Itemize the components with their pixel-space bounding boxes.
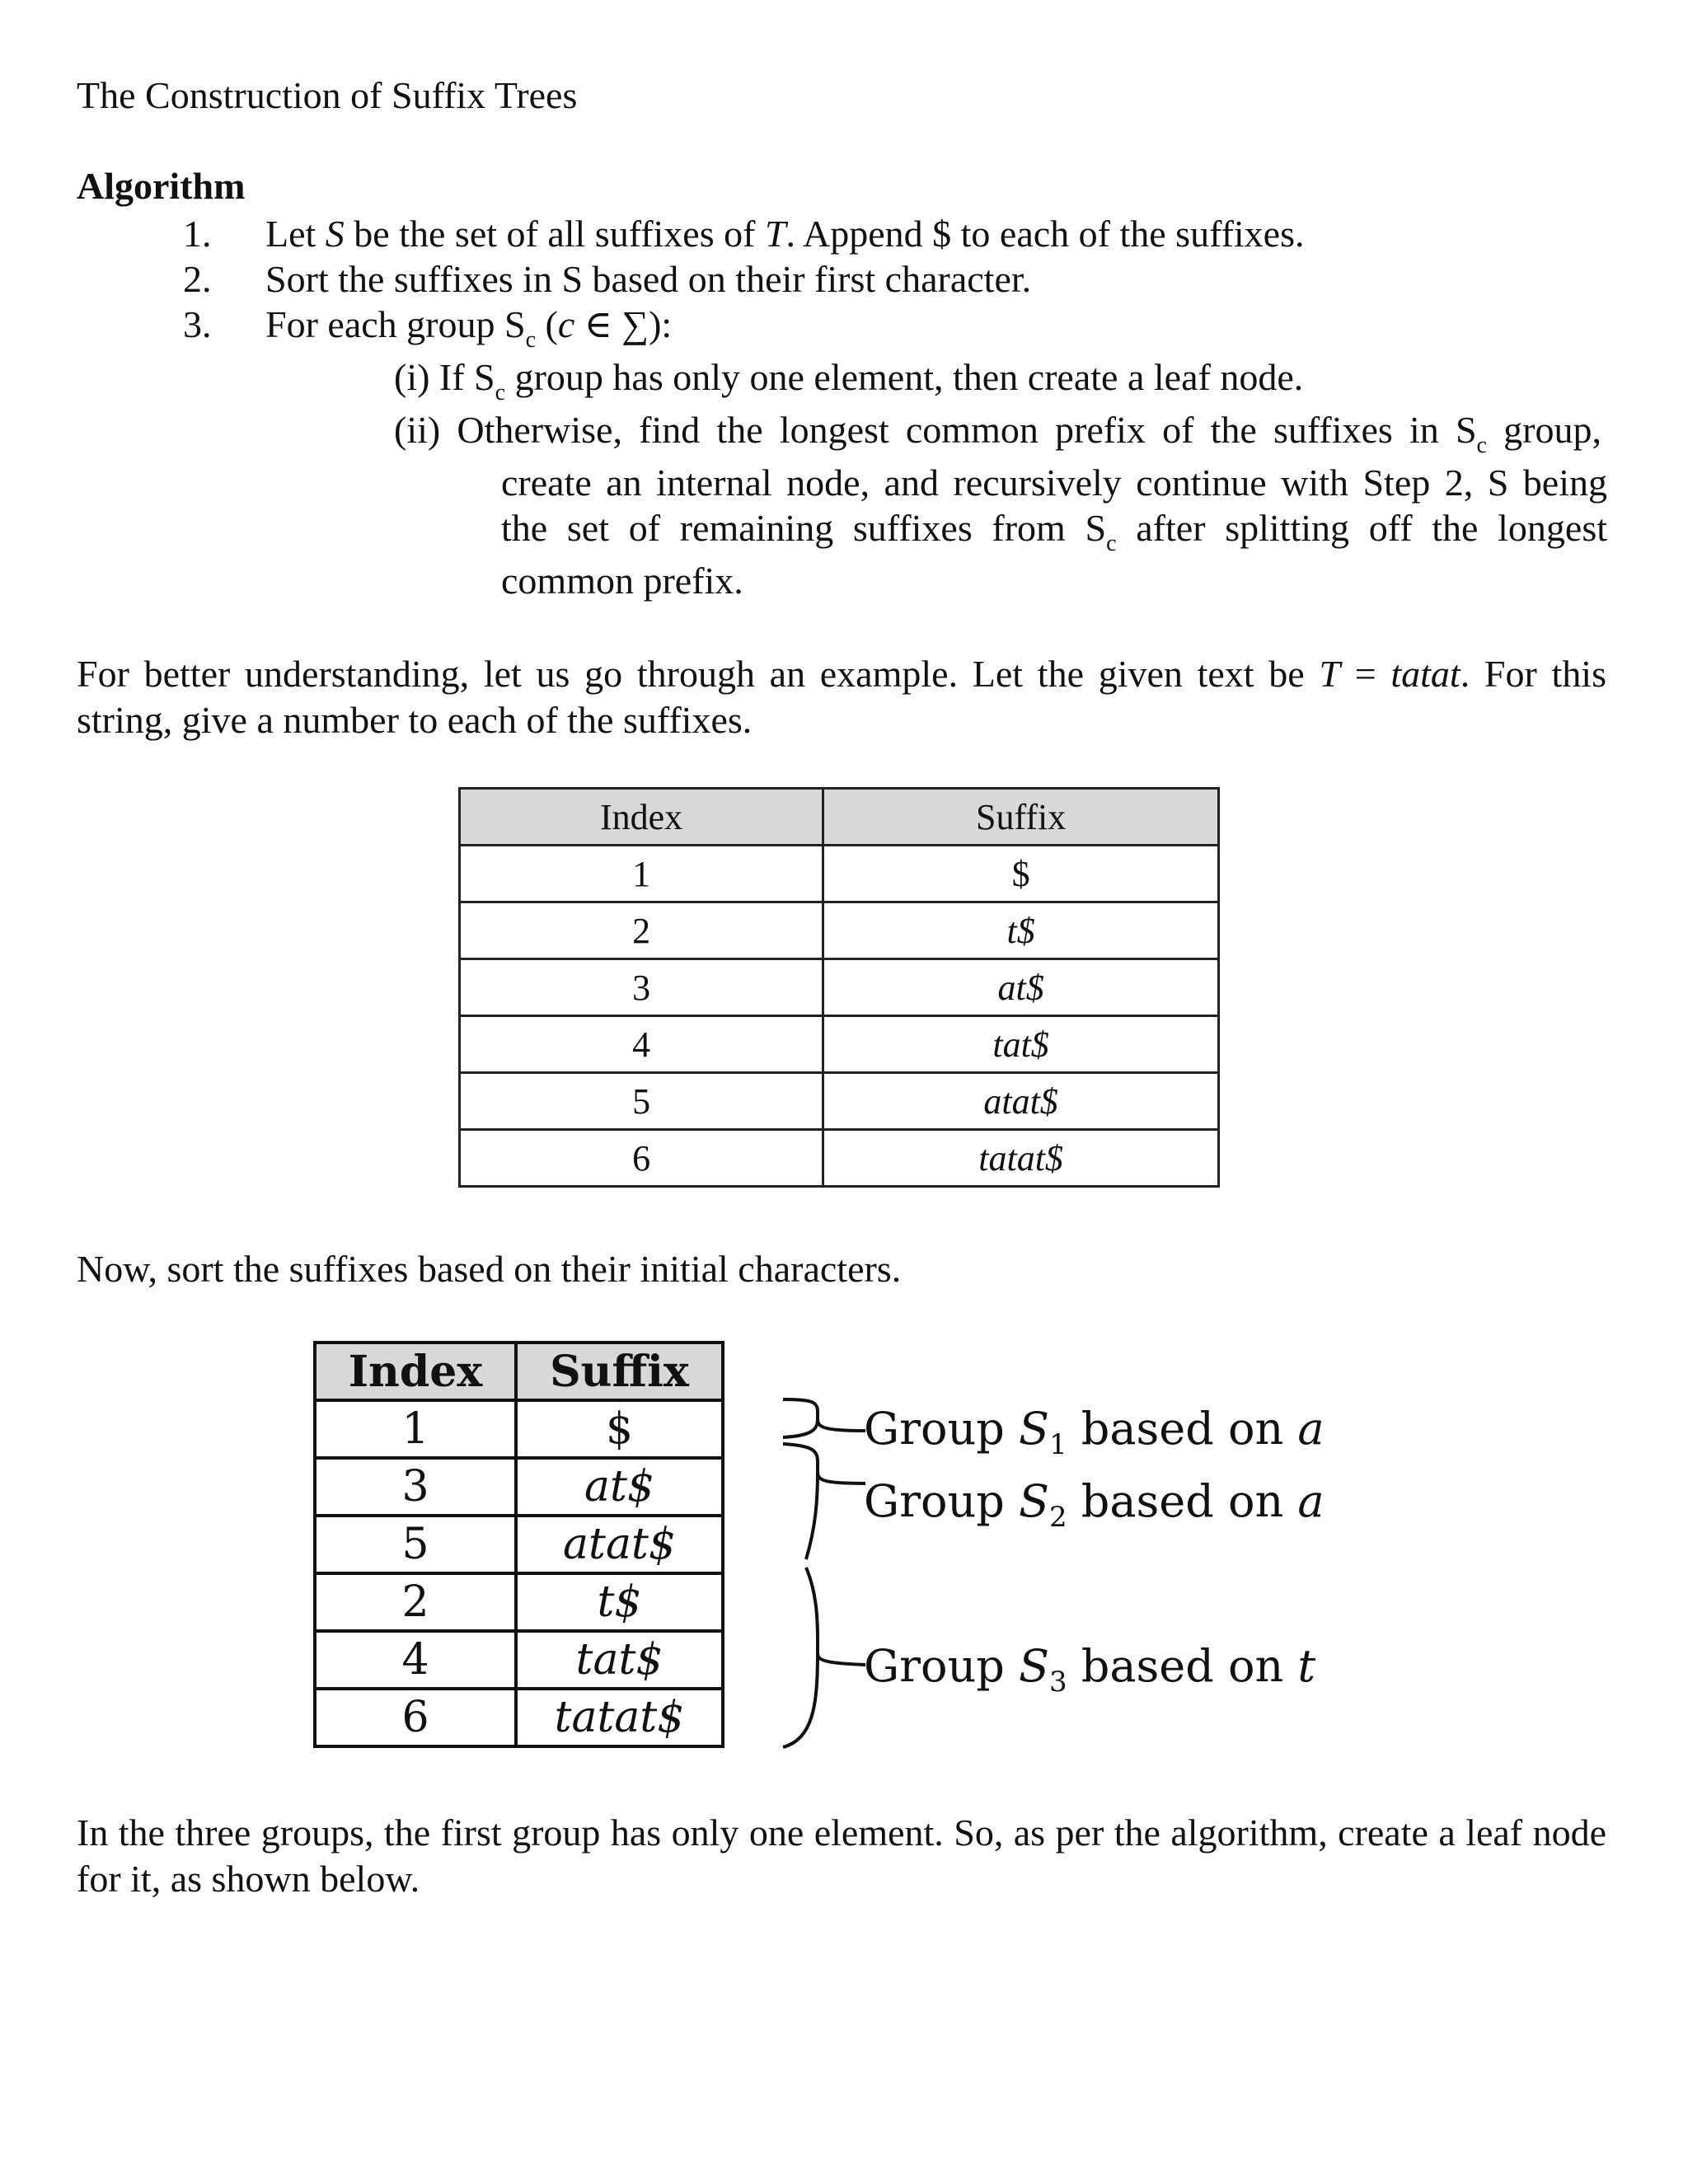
table-header-row bbox=[460, 789, 1219, 846]
index-cell: 5 bbox=[315, 1516, 516, 1573]
suffix-table bbox=[458, 787, 1220, 1188]
index-header: Index bbox=[460, 789, 823, 846]
substep-ii-line-3: the set of remaining suffixes from $S_c$ after splitting off the longest bbox=[501, 507, 1607, 556]
group-1-brace bbox=[783, 1399, 865, 1437]
substep-i: (i) If $S_c$ group has only one element, then create a leaf node. bbox=[394, 356, 1304, 405]
table-row bbox=[460, 1130, 1219, 1187]
index-cell: 4 bbox=[460, 1016, 823, 1073]
index-cell: 3 bbox=[460, 959, 823, 1016]
substep-ii-line-2: create an internal node, and recursively continue with Step 2, S being bbox=[501, 462, 1607, 504]
suffix-header: Suffix bbox=[823, 789, 1219, 846]
step-2-text: Sort the suffixes in S based on their first character. bbox=[265, 258, 1032, 300]
index-cell: 5 bbox=[460, 1073, 823, 1130]
table-row bbox=[460, 1073, 1219, 1130]
index-header: Index bbox=[315, 1343, 516, 1400]
step-3-number: 3. bbox=[183, 303, 212, 345]
substep-ii-line-1: (ii) Otherwise, find the longest common prefix of the suffixes in $S_c$ group, bbox=[394, 409, 1601, 458]
table-row bbox=[460, 846, 1219, 902]
group-3-label: Group $S_3$ based on t bbox=[864, 1640, 1316, 1699]
table-header-row bbox=[315, 1343, 723, 1400]
step-1-number: 1. bbox=[183, 213, 212, 255]
suffix-header: Suffix bbox=[516, 1343, 723, 1400]
table-row bbox=[315, 1516, 723, 1573]
index-cell: 2 bbox=[460, 902, 823, 959]
index-cell: 4 bbox=[315, 1631, 516, 1689]
final-paragraph: In the three groups, the first group has only one element. So, as per the algorithm, create a leaf node for it, as shown below. bbox=[77, 1811, 1606, 1900]
group-3-brace bbox=[783, 1568, 865, 1747]
sorted-suffix-table bbox=[313, 1341, 724, 1748]
table-row bbox=[315, 1458, 723, 1516]
suffix-cell: $ bbox=[823, 846, 1219, 902]
substep-ii-line-4: common prefix. bbox=[501, 560, 743, 602]
index-cell: 2 bbox=[315, 1573, 516, 1631]
step-3-text: For each group $S_c$ (c ∈ ∑): bbox=[265, 303, 673, 353]
table-row bbox=[460, 959, 1219, 1016]
suffix-cell: at$ bbox=[516, 1458, 723, 1516]
suffix-cell: atat$ bbox=[823, 1073, 1219, 1130]
table-row bbox=[460, 1016, 1219, 1073]
index-cell: 3 bbox=[315, 1458, 516, 1516]
group-2-brace bbox=[783, 1444, 865, 1559]
index-cell: 6 bbox=[460, 1130, 823, 1187]
suffix-cell: $ bbox=[516, 1400, 723, 1458]
suffix-cell: t$ bbox=[823, 902, 1219, 959]
step-2-number: 2. bbox=[183, 258, 212, 300]
table-row bbox=[460, 902, 1219, 959]
group-2-label: Group $S_2$ based on a bbox=[864, 1475, 1325, 1534]
sort-paragraph: Now, sort the suffixes based on their initial characters. bbox=[77, 1248, 902, 1290]
table-row bbox=[315, 1400, 723, 1458]
table-row bbox=[315, 1573, 723, 1631]
suffix-cell: t$ bbox=[516, 1573, 723, 1631]
table-row bbox=[315, 1689, 723, 1746]
group-1-label: Group $S_1$ based on a bbox=[864, 1403, 1325, 1461]
suffix-cell: atat$ bbox=[516, 1516, 723, 1573]
index-cell: 6 bbox=[315, 1689, 516, 1746]
index-cell: 1 bbox=[315, 1400, 516, 1458]
suffix-cell: tat$ bbox=[516, 1631, 723, 1689]
example-paragraph: For better understanding, let us go through an example. Let the given text be T = tatat. For this string, give a number to each of the suffixes. bbox=[77, 653, 1606, 741]
index-cell: 1 bbox=[460, 846, 823, 902]
table-row bbox=[315, 1631, 723, 1689]
suffix-cell: at$ bbox=[823, 959, 1219, 1016]
suffix-cell: tatat$ bbox=[823, 1130, 1219, 1187]
suffix-cell: tat$ bbox=[823, 1016, 1219, 1073]
algorithm-heading: Algorithm bbox=[77, 165, 246, 207]
page-title: The Construction of Suffix Trees bbox=[77, 74, 578, 116]
grouping-braces bbox=[775, 1393, 865, 1755]
step-1-text: Let S be the set of all suffixes of T. Append $ to each of the suffixes. bbox=[265, 213, 1305, 255]
suffix-cell: tatat$ bbox=[516, 1689, 723, 1746]
